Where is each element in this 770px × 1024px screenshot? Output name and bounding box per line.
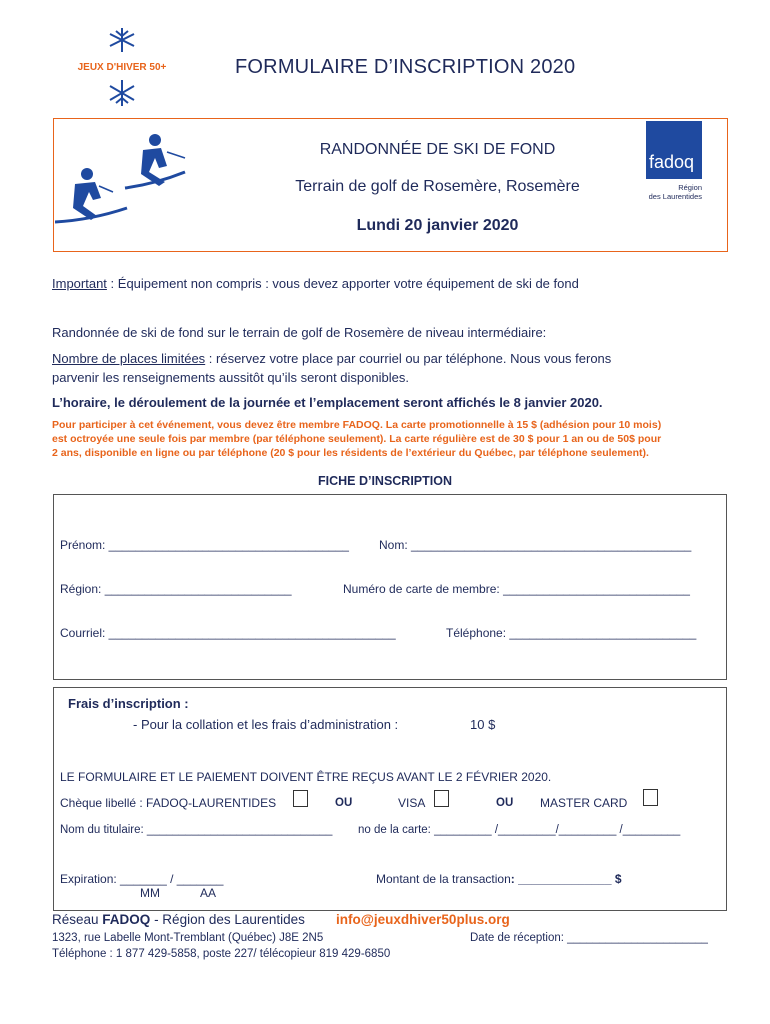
important-sep: : bbox=[106, 276, 115, 291]
member-card-field[interactable]: Numéro de carte de membre: ____________________________ bbox=[343, 582, 690, 596]
schedule-note: L’horaire, le déroulement de la journée et l’emplacement seront affichés le 8 janvier 2020. bbox=[52, 395, 603, 410]
mastercard-label: MASTER CARD bbox=[540, 796, 628, 810]
places-text-2: parvenir les renseignements aussitôt qu’ils seront disponibles. bbox=[52, 370, 409, 385]
footer-address: 1323, rue Labelle Mont-Tremblant (Québec) J8E 2N5 bbox=[52, 932, 324, 944]
footer-network-suffix: - Région des Laurentides bbox=[150, 912, 305, 927]
event-name: RANDONNÉE DE SKI DE FOND bbox=[319, 141, 556, 158]
places-text bbox=[52, 349, 732, 387]
membership-line2: est octroyée une seule fois par membre (par téléphone seulement). La carte régulière est de 30 $ pour 1 an ou de 50$ pour bbox=[52, 433, 662, 445]
fees-amount: 10 $ bbox=[470, 717, 496, 732]
intro-text: Randonnée de ski de fond sur le terrain de golf de Rosemère de niveau intermédiaire: bbox=[52, 325, 547, 340]
transaction-amount-blank: : ______________ $ bbox=[510, 872, 622, 886]
footer-network-bold: FADOQ bbox=[102, 912, 151, 927]
cheque-label: Chèque libellé : FADOQ-LAURENTIDES bbox=[60, 796, 277, 810]
or-label-2: OU bbox=[496, 797, 514, 809]
card-number-field[interactable]: no de la carte: _________ /_________/_________ /_________ bbox=[358, 824, 681, 836]
footer-phone: Téléphone : 1 877 429-5858, poste 227/ télécopieur 819 429-6850 bbox=[52, 948, 391, 960]
important-text: Équipement non compris : vous devez apporter votre équipement de ski de fond bbox=[117, 276, 579, 291]
event-date: Lundi 20 janvier 2020 bbox=[356, 217, 519, 234]
expiration-mm: MM bbox=[140, 886, 160, 900]
phone-field[interactable]: Téléphone: ____________________________ bbox=[446, 626, 697, 640]
important-label: Important bbox=[52, 276, 107, 291]
prenom-field[interactable]: Prénom: ____________________________________ bbox=[60, 538, 349, 552]
deadline-note: LE FORMULAIRE ET LE PAIEMENT DOIVENT ÊTRE REÇUS AVANT LE 2 FÉVRIER 2020. bbox=[60, 770, 552, 784]
region-field[interactable]: Région: ____________________________ bbox=[60, 582, 292, 596]
fadoq-logo-text: fadoq bbox=[649, 152, 695, 172]
mastercard-checkbox[interactable] bbox=[643, 789, 658, 806]
expiration-field[interactable]: Expiration: _______ / _______ bbox=[60, 872, 224, 886]
transaction-amount-field[interactable] bbox=[376, 872, 622, 886]
membership-line3: 2 ans, disponible en ligne ou par téléphone (20 $ pour les résidents de l’extérieur du Québec, par téléphone seulement). bbox=[52, 447, 649, 459]
footer-network-prefix: Réseau bbox=[52, 912, 103, 927]
places-label: Nombre de places limitées bbox=[52, 351, 206, 366]
cheque-checkbox[interactable] bbox=[293, 790, 308, 807]
fadoq-region-line1: Région bbox=[678, 183, 702, 192]
footer-network bbox=[52, 912, 305, 927]
nom-field[interactable]: Nom: __________________________________________ bbox=[379, 538, 692, 552]
email-field[interactable]: Courriel: ___________________________________________ bbox=[60, 626, 396, 640]
fadoq-region bbox=[638, 183, 702, 201]
important-note bbox=[52, 274, 579, 293]
places-text-1: : réservez votre place par courriel ou par téléphone. Nous vous ferons bbox=[205, 351, 612, 366]
membership-line1: Pour participer à cet événement, vous devez être membre FADOQ. La carte promotionnelle à 15 $ (adhésion pour 10 mois) bbox=[52, 419, 662, 431]
transaction-amount-label: Montant de la transaction bbox=[376, 872, 511, 886]
jeux-hiver-logo-text: JEUX D'HIVER 50+ bbox=[77, 62, 167, 73]
cardholder-field[interactable]: Nom du titulaire: _____________________________ bbox=[60, 824, 333, 836]
expiration-aa: AA bbox=[200, 886, 217, 900]
event-location: Terrain de golf de Rosemère, Rosemère bbox=[295, 178, 580, 195]
fadoq-logo bbox=[646, 121, 702, 179]
fees-item: - Pour la collation et les frais d’administration : bbox=[133, 717, 399, 732]
section-title: FICHE D’INSCRIPTION bbox=[317, 474, 453, 488]
skier-illustration bbox=[55, 128, 195, 228]
fadoq-region-line2: des Laurentides bbox=[648, 192, 702, 201]
visa-checkbox[interactable] bbox=[434, 790, 449, 807]
visa-label: VISA bbox=[398, 796, 426, 810]
fees-title: Frais d’inscription : bbox=[68, 696, 189, 711]
page-title: FORMULAIRE D’INSCRIPTION 2020 bbox=[235, 56, 576, 78]
membership-note bbox=[52, 418, 732, 460]
or-label-1: OU bbox=[335, 797, 353, 809]
footer-email-link[interactable]: info@jeuxdhiver50plus.org bbox=[336, 912, 510, 927]
reception-date-field[interactable]: Date de réception: ______________________ bbox=[470, 932, 708, 944]
jeux-hiver-logo bbox=[62, 26, 182, 108]
